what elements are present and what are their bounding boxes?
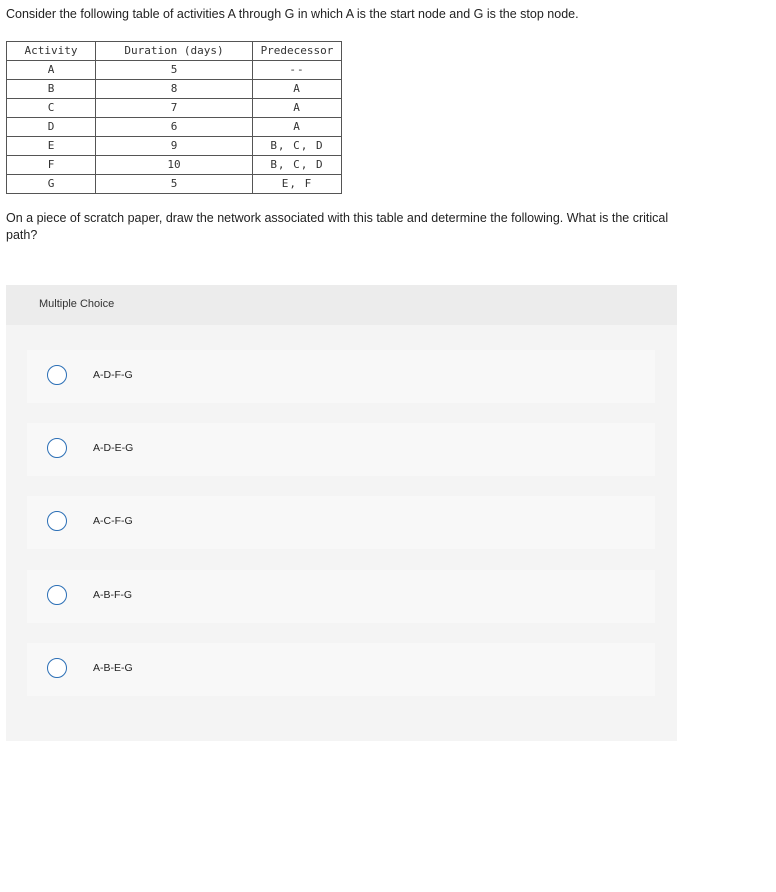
activity-cell: F bbox=[7, 156, 96, 175]
multiple-choice-header bbox=[6, 285, 677, 325]
radio-button[interactable] bbox=[47, 438, 67, 458]
duration-cell: 8 bbox=[96, 80, 253, 99]
answer-option-a-b-f-g[interactable] bbox=[27, 570, 655, 623]
radio-button[interactable] bbox=[47, 585, 67, 605]
predecessor-cell: A bbox=[253, 118, 342, 137]
predecessor-cell: B, C, D bbox=[253, 137, 342, 156]
multiple-choice-label: Multiple Choice bbox=[39, 298, 115, 310]
activities-table bbox=[6, 41, 342, 194]
question-text: On a piece of scratch paper, draw the network associated with this table and determine the following. What is the critical path? bbox=[6, 211, 669, 242]
activity-cell: C bbox=[7, 99, 96, 118]
answer-option-a-d-f-g[interactable] bbox=[27, 350, 655, 403]
intro-text: Consider the following table of activities A through G in which A is the start node and G is the stop node. bbox=[6, 7, 579, 21]
answer-option-label: A-C-F-G bbox=[93, 515, 133, 527]
predecessor-cell: B, C, D bbox=[253, 156, 342, 175]
activity-cell: A bbox=[7, 61, 96, 80]
answer-option-label: A-D-E-G bbox=[93, 442, 134, 454]
duration-cell: 5 bbox=[96, 175, 253, 194]
activity-cell: G bbox=[7, 175, 96, 194]
header-duration: Duration (days) bbox=[96, 42, 253, 61]
predecessor-cell: E, F bbox=[253, 175, 342, 194]
answer-option-a-c-f-g[interactable] bbox=[27, 496, 655, 549]
answer-option-a-d-e-g[interactable] bbox=[27, 423, 655, 476]
predecessor-cell: A bbox=[253, 80, 342, 99]
header-activity: Activity bbox=[7, 42, 96, 61]
duration-cell: 6 bbox=[96, 118, 253, 137]
table-row bbox=[7, 137, 342, 156]
radio-button[interactable] bbox=[47, 511, 67, 531]
answer-option-label: A-B-E-G bbox=[93, 662, 133, 674]
table-row bbox=[7, 156, 342, 175]
answer-option-label: A-B-F-G bbox=[93, 589, 133, 601]
table-row bbox=[7, 80, 342, 99]
answer-option-a-b-e-g[interactable] bbox=[27, 643, 655, 696]
header-predecessor: Predecessor bbox=[253, 42, 342, 61]
radio-button[interactable] bbox=[47, 658, 67, 678]
activity-cell: E bbox=[7, 137, 96, 156]
duration-cell: 7 bbox=[96, 99, 253, 118]
answer-option-label: A-D-F-G bbox=[93, 369, 133, 381]
predecessor-cell: -- bbox=[253, 61, 342, 80]
table-row bbox=[7, 61, 342, 80]
duration-cell: 10 bbox=[96, 156, 253, 175]
table-header-row bbox=[7, 42, 342, 61]
duration-cell: 5 bbox=[96, 61, 253, 80]
multiple-choice-panel bbox=[6, 285, 677, 741]
activity-cell: B bbox=[7, 80, 96, 99]
table-row bbox=[7, 118, 342, 137]
predecessor-cell: A bbox=[253, 99, 342, 118]
activity-cell: D bbox=[7, 118, 96, 137]
duration-cell: 9 bbox=[96, 137, 253, 156]
radio-button[interactable] bbox=[47, 365, 67, 385]
table-row bbox=[7, 175, 342, 194]
table-row bbox=[7, 99, 342, 118]
